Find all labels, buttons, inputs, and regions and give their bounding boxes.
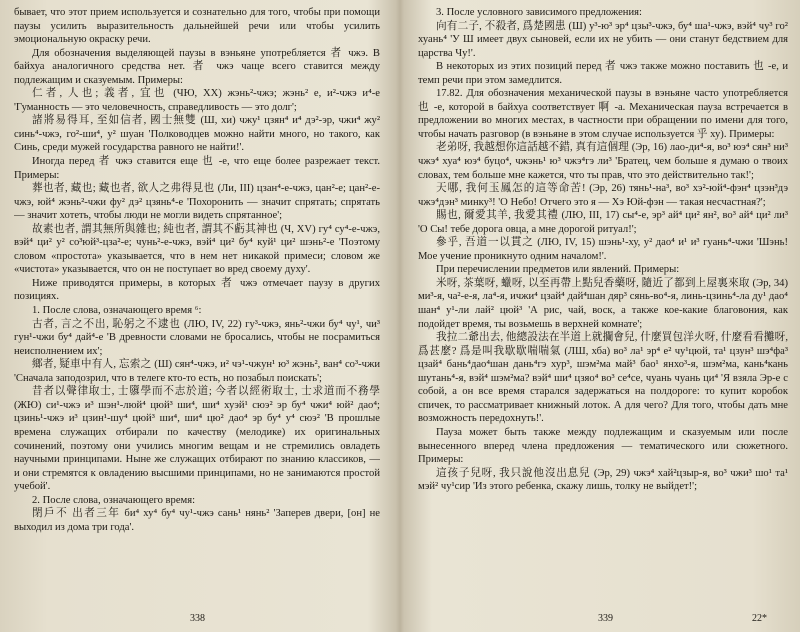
paragraph: 鄉者, 疑車中有人, 忘索之 (Ш) сян⁴-чжэ, и² чэ¹-чжун¹ ю³ жэнь², ван⁴ со³-чжи 'Сначала заподозрил, что в телеге кто-то есть, но позабыл поискать'; — [14, 359, 380, 384]
paragraph: 閉戶不 出者三年 би⁴ ху⁴ бу⁴ чу¹-чжэ сань¹ нянь² 'Заперев двери, [он] не выходил из дома три года'. — [14, 508, 380, 533]
paragraph: 我拉二爺出去, 他總設法在半道上就攔會兒, 什麼買包洋火呀, 什麼看看攤呀, 爲甚麼? 爲是叫我歇歇喘喘氣 (ЛШ, хба) во³ ла¹ эр⁴ е² чу¹цюй, та¹ цзун³ шэ⁴фа³ цзай⁴ бань⁴дао⁴шан дань⁴гэ хур³, шэм²ма май³ бао¹ янхо³-я, шэм²ма, кань⁴кань шутань⁴-я, вэй⁴ шэм²ма? вэй⁴ ши⁴ цзяо⁴ во³ се⁴се, чуань чуань ци⁴ 'Я взяла Эр-е с собой, а он все время старался задержаться на полдороге: то купит коробок спичек, то рассматривает книжный лоток. А для чего? Для того, чтобы дать мне возможность передохнуть!'. — [418, 332, 788, 425]
paragraph: 這孩子兒呀, 我只說他沒出息兒 (Эр, 29) чжэ⁴ хай²цзыр-я, во³ чжи³ шо¹ та¹ мэй² чу¹сир 'Из этого ребенка, скажу лишь, толку не выйдет!'; — [418, 467, 788, 493]
right-page — [418, 6, 788, 618]
paragraph: 17.82. Для обозначения механической паузы в вэньяне часто употребляется 也 -е, которой в байхуа соответствует 啊 -а. Механическая пауза встречается в предложении во многих местах, в частности при обращении по имени для того, чтобы начать разговор (в вэньяне в этом случае используется 乎 ху). Примеры: — [418, 88, 788, 140]
page-number: 338 — [190, 613, 205, 624]
paragraph: Иногда перед 者 чжэ ставится еще 也 -е, что еще более разрежает текст. Примеры: — [14, 156, 380, 181]
signature-mark: 22* — [752, 613, 767, 624]
paragraph: 古者, 言之不出, 恥躬之不逮也 (ЛЮ, IV, 22) гу³-чжэ, янь²-чжи бу⁴ чу¹, чи³ гун¹-чжи бу⁴ дай⁴-е 'В древности словами не бросались, чтобы не посрамиться неисполнением их'; — [14, 318, 380, 357]
left-page — [14, 6, 380, 618]
paragraph: В некоторых из этих позиций перед 者 чжэ также можно поставить 也 -е, и темп речи при этом замедлится. — [418, 61, 788, 86]
paragraph: 仁者, 人也; 義者, 宜也 (ЧЮ, XX) жэнь²-чжэ; жэнь² е, и²-чжэ и⁴-е 'Гуманность — это человечность, справедливость — это долг'; — [14, 88, 380, 113]
paragraph: 諸將易得耳, 至如信者, 國士無雙 (Ш, хи) чжу¹ цзян⁴ и⁴ дэ²-эр, чжи⁴ жу² синь⁴-чжэ, го²-ши⁴, у² шуан 'Полководцев можно найти много, но такого, как Синь, среди мужей государства равного не найти!'. — [14, 115, 380, 154]
paragraph: 1. После слова, означающего время ⁶: — [32, 305, 202, 317]
paragraph: 3. После условного зависимого предложения: — [436, 7, 642, 18]
paragraph: При перечислении предметов или явлений. Примеры: — [436, 264, 680, 276]
paragraph: 2. После слова, означающего время: — [32, 494, 196, 506]
paragraph: Для обозначения выделяющей паузы в вэньяне употребляется 者 чжэ. В байхуа аналогичного средства нет. 者 чжэ чаще всего ставится между подлежащим и сказуемым. Примеры: — [14, 47, 380, 86]
paragraph: 賜也, 爾愛其羊, 我愛其禮 (ЛЮ, III, 17) сы⁴-е, эр³ ай⁴ ци² ян², во³ ай⁴ ци² ли³ 'О Сы! тебе дорога овца, а мне дорогой ритуал!'; — [418, 210, 788, 235]
paragraph: 天哪, 我何玉鳳怎的這等命苦! (Эр, 26) тянь¹-на³, во³ хэ²-юй⁴-фэн⁴ цзэн³дэ чжэ⁴дэн³ минку³! 'О Небо! Отчего это я — Хэ Юй-фэн — такая несчастная?'; — [418, 183, 788, 208]
paragraph: 昔者以聲律取士, 士隳學而不志於道; 今者以經術取士, 士求道而不務學 (ЖЮ) си¹-чжэ и³ шэн¹-люй⁴ цюй³ ши⁴, ши⁴ хуэй¹ сюэ² эр бу⁴ чжи⁴ юй² дао⁴; цзинь¹-чжэ и³ цзин¹-шу⁴ цюй³ ши⁴, ши⁴ цю² дао⁴ эр бу⁴ у⁴ сюэ² 'В прошлые времена служащих отбирали по качеству (мелодике) их оригинальных сочинений, поэтому они учились многим вещам и не стремились овладеть научными принципами. Ныне же служащих отбирают по знанию классиков, — и они стремятся к овладению высшими принципами, но не занимаются простой учебой'. — [14, 386, 380, 493]
paragraph: 老弟呀, 我越想你這話越不錯, 真有這個理 (Эр, 16) лао-ди⁴-я, во³ юэ⁴ сян³ ни³ чжэ⁴ хуа⁴ юэ⁴ буцо⁴, чжэнь¹ ю³ чжэ⁴гэ ли³ 'Братец, чем больше я думаю о твоих словах, тем больше мне кажется, что ты прав, что это действительно так!'; — [418, 142, 788, 181]
paragraph: бывает, что этот прием используется и сознательно для того, чтобы при помощи паузы усилить выразительность дальнейшей речи или чтобы усилить эмоциональную окраску речи. — [14, 7, 380, 46]
paragraph: 參乎, 吾道一以貫之 (ЛЮ, IV, 15) шэнь¹-ху, у² дао⁴ и¹ и³ гуань⁴-чжи 'Шэнь! Мое учение проникнуто одним началом!'. — [418, 237, 788, 262]
paragraph: 米呀, 茶葉呀, 蠟呀, 以至再帶上點兒香藥呀, 隨近了都到上屋裏來取 (Эр, 34) ми³-я, ча²-е-я, ла⁴-я, ичжи⁴ цзай⁴ дай⁴шан дяр³ сянь-во⁴-я, линь-цзинь⁴-ла ду¹ дао⁴ шан⁴ у¹-ли лай² цюй³ 'А рис, чай, воск, а также кое-какие благовония, как подойдет время, ты возьмешь в верхней комнате'; — [418, 277, 788, 330]
paragraph: 向有二子, 不殺者, 爲楚國患 (Ш) у³-ю³ эр⁴ цзы³-чжэ, бу⁴ ша¹-чжэ, вэй⁴ чу³ го² хуань⁴ 'У Ш имеет двух сыновей, если их не убить — они станут бедствием для царства Чу!'. — [418, 20, 788, 59]
paragraph: Пауза может быть также между подлежащим и сказуемым или после вынесенного вперед члена предложения — тематического или сюжетного. Примеры: — [418, 426, 788, 466]
paragraph: 葬也者, 藏也; 藏也者, 欲人之弗得見也 (Ли, III) цзан⁴-е-чжэ, цан²-е; цан²-е-чжэ, юй⁴ жэнь²-чжи фу² дэ² цзянь⁴-е 'Похоронить — значит спрятать; спрятать — значит хотеть, чтобы люди не могли видеть спрятанное'; — [14, 183, 380, 222]
page-number: 339 — [598, 613, 613, 624]
paragraph: 故素也者, 謂其無所與雜也; 純也者, 謂其不虧其神也 (Ч, XV) гу⁴ су⁴-е-чжэ, вэй⁴ ци² у² со³юй³-цза²-е; чунь²-е-чжэ, вэй⁴ ци² бу⁴ куй¹ ци² шэнь²-е 'Поэтому словом «простота» указывается, что в нем нет никакой примеси; словом же «чистота» указывается, что он не поступает во вред своему духу'. — [14, 223, 380, 276]
paragraph: Ниже приводятся примеры, в которых 者 чжэ отмечает паузу в других позициях. — [14, 277, 380, 303]
